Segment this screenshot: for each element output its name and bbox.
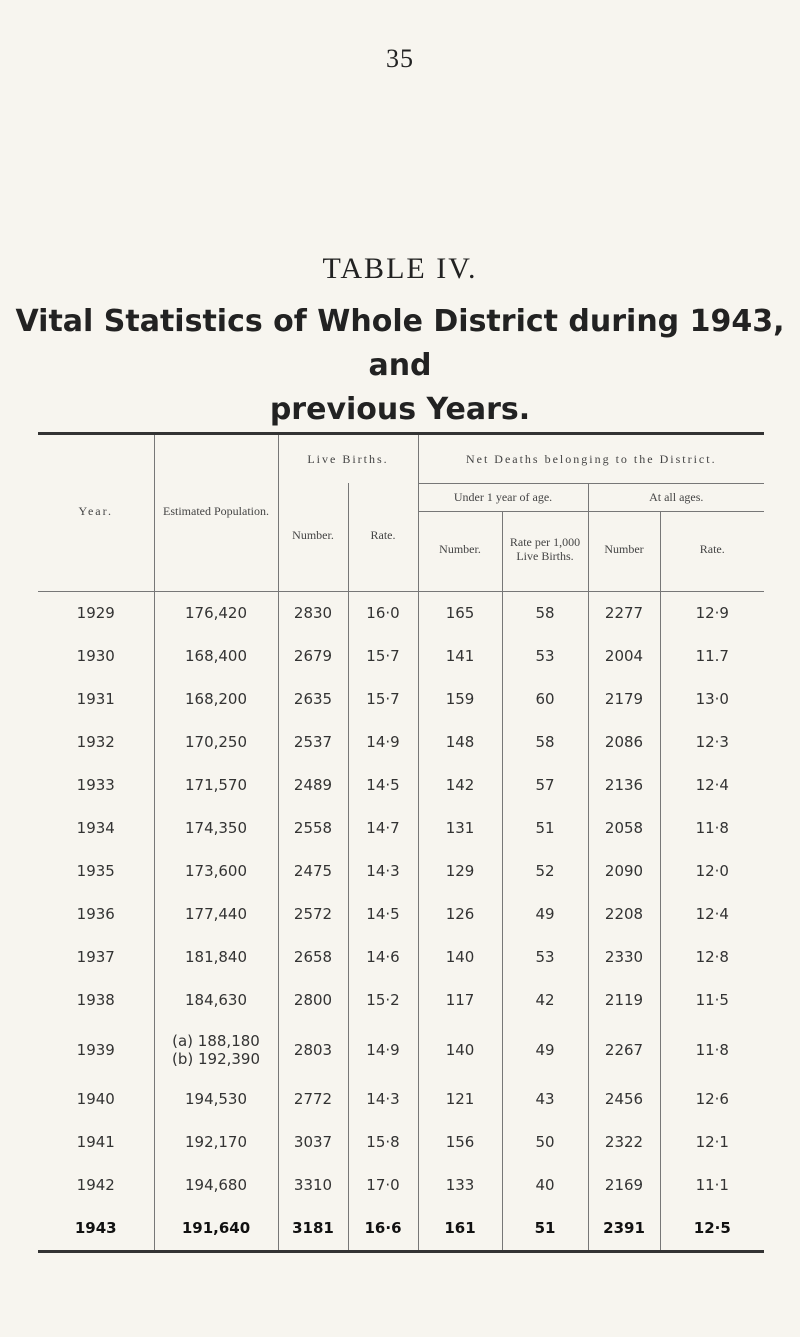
table-row: [38, 893, 764, 936]
all-deaths-number-cell: 2004: [588, 635, 660, 678]
infant-deaths-rate-cell: 58: [502, 721, 588, 764]
document-title: [0, 300, 800, 432]
births-rate-cell: 15·2: [348, 979, 418, 1022]
year-cell: 1935: [76, 862, 115, 880]
all-deaths-rate-cell: 12·4: [660, 893, 764, 936]
infant-deaths-rate-cell: 53: [502, 635, 588, 678]
population-cell: 176,420: [154, 591, 278, 635]
births-rate-cell: 14·9: [348, 1022, 418, 1078]
header-under-one-number: Number.: [418, 511, 502, 587]
header-live-births: Live Births.: [278, 435, 418, 483]
infant-deaths-rate-cell: 42: [502, 979, 588, 1022]
year-cell: 1939: [76, 1040, 115, 1059]
births-number-cell: 3310: [278, 1164, 348, 1207]
year-cell: 1934: [76, 819, 115, 837]
births-rate-cell: 15·8: [348, 1121, 418, 1164]
table-row: [38, 1078, 764, 1121]
births-rate-cell: 14·3: [348, 850, 418, 893]
infant-deaths-number-cell: 148: [418, 721, 502, 764]
all-deaths-rate-cell: 11·8: [660, 1022, 764, 1078]
header-all-ages-number: Number: [588, 511, 660, 587]
population-cell: 170,250: [154, 721, 278, 764]
all-deaths-rate-cell: 12·6: [660, 1078, 764, 1121]
infant-deaths-number-cell: 117: [418, 979, 502, 1022]
births-rate-cell: 14·9: [348, 721, 418, 764]
births-rate-cell: 16·6: [348, 1207, 418, 1250]
year-cell: 1931: [76, 690, 115, 708]
year-cell: 1941: [76, 1133, 115, 1151]
infant-deaths-number-cell: 131: [418, 807, 502, 850]
table-title: TABLE IV.: [322, 252, 478, 285]
births-number-cell: 3181: [278, 1207, 348, 1250]
all-deaths-rate-cell: 13·0: [660, 678, 764, 721]
all-deaths-number-cell: 2090: [588, 850, 660, 893]
header-all-ages-rate: Rate.: [660, 511, 764, 587]
infant-deaths-number-cell: 156: [418, 1121, 502, 1164]
infant-deaths-rate-cell: 50: [502, 1121, 588, 1164]
title-line-2: previous Years.: [269, 392, 531, 427]
population-cell: 194,530: [154, 1078, 278, 1121]
year-cell: 1940: [76, 1090, 115, 1108]
infant-deaths-rate-cell: 51: [502, 1207, 588, 1250]
year-cell: 1942: [76, 1176, 115, 1194]
births-number-cell: 2800: [278, 979, 348, 1022]
births-rate-cell: 14·7: [348, 807, 418, 850]
year-cell: 1936: [76, 905, 115, 923]
year-cell: 1933: [76, 776, 115, 794]
births-rate-cell: 14·5: [348, 893, 418, 936]
population-cell: 168,400: [154, 635, 278, 678]
population-line: (a) 188,180: [172, 1031, 260, 1050]
population-cell: 192,170: [154, 1121, 278, 1164]
year-cell: 1938: [76, 991, 115, 1009]
births-rate-cell: 17·0: [348, 1164, 418, 1207]
all-deaths-number-cell: 2208: [588, 893, 660, 936]
population-cell: 191,640: [154, 1207, 278, 1250]
table-row: [38, 635, 764, 678]
all-deaths-number-cell: 2277: [588, 591, 660, 635]
births-number-cell: 2572: [278, 893, 348, 936]
infant-deaths-number-cell: 133: [418, 1164, 502, 1207]
births-number-cell: 2658: [278, 936, 348, 979]
header-population: Estimated Population.: [154, 435, 278, 587]
all-deaths-number-cell: 2136: [588, 764, 660, 807]
all-deaths-number-cell: 2086: [588, 721, 660, 764]
births-rate-cell: 16·0: [348, 591, 418, 635]
infant-deaths-number-cell: 121: [418, 1078, 502, 1121]
infant-deaths-rate-cell: 51: [502, 807, 588, 850]
header-all-ages: At all ages.: [588, 483, 764, 511]
infant-deaths-rate-cell: 57: [502, 764, 588, 807]
infant-deaths-number-cell: 165: [418, 591, 502, 635]
births-number-cell: 2679: [278, 635, 348, 678]
year-cell: 1937: [76, 948, 115, 966]
births-rate-cell: 14·6: [348, 936, 418, 979]
infant-deaths-rate-cell: 60: [502, 678, 588, 721]
all-deaths-rate-cell: 11·8: [660, 807, 764, 850]
table-row: [38, 807, 764, 850]
infant-deaths-number-cell: 159: [418, 678, 502, 721]
infant-deaths-rate-cell: 43: [502, 1078, 588, 1121]
all-deaths-rate-cell: 12·8: [660, 936, 764, 979]
table-row: [38, 1207, 764, 1250]
all-deaths-number-cell: 2391: [588, 1207, 660, 1250]
all-deaths-rate-cell: 12·5: [660, 1207, 764, 1250]
all-deaths-rate-cell: 12·3: [660, 721, 764, 764]
population-cell: 174,350: [154, 807, 278, 850]
infant-deaths-number-cell: 126: [418, 893, 502, 936]
infant-deaths-number-cell: 140: [418, 936, 502, 979]
births-number-cell: 2830: [278, 591, 348, 635]
table-row: [38, 678, 764, 721]
table-row: [38, 936, 764, 979]
infant-deaths-rate-cell: 52: [502, 850, 588, 893]
births-number-cell: 2475: [278, 850, 348, 893]
table-row: [38, 850, 764, 893]
table-row: [38, 591, 764, 635]
all-deaths-number-cell: 2119: [588, 979, 660, 1022]
population-cell: 184,630: [154, 979, 278, 1022]
births-rate-cell: 15·7: [348, 678, 418, 721]
all-deaths-rate-cell: 11·1: [660, 1164, 764, 1207]
all-deaths-rate-cell: 12·0: [660, 850, 764, 893]
table-row: [38, 1022, 764, 1078]
population-cell: [154, 1022, 278, 1078]
births-number-cell: 2803: [278, 1022, 348, 1078]
all-deaths-number-cell: 2058: [588, 807, 660, 850]
all-deaths-rate-cell: 12·4: [660, 764, 764, 807]
header-year: Year.: [78, 504, 113, 518]
births-number-cell: 2635: [278, 678, 348, 721]
infant-deaths-number-cell: 141: [418, 635, 502, 678]
all-deaths-number-cell: 2322: [588, 1121, 660, 1164]
vital-statistics-table: [38, 432, 764, 1253]
births-rate-cell: 14·3: [348, 1078, 418, 1121]
population-cell: 171,570: [154, 764, 278, 807]
births-rate-cell: 14·5: [348, 764, 418, 807]
all-deaths-rate-cell: 12·9: [660, 591, 764, 635]
births-number-cell: 3037: [278, 1121, 348, 1164]
births-number-cell: 2537: [278, 721, 348, 764]
page-number: 35: [386, 44, 414, 73]
year-cell: 1932: [76, 733, 115, 751]
table-row: [38, 721, 764, 764]
header-net-deaths: Net Deaths belonging to the District.: [418, 435, 764, 483]
table-row: [38, 1121, 764, 1164]
header-births-rate: Rate.: [348, 483, 418, 587]
all-deaths-number-cell: 2179: [588, 678, 660, 721]
table-row: [38, 979, 764, 1022]
population-cell: 194,680: [154, 1164, 278, 1207]
all-deaths-rate-cell: 11·5: [660, 979, 764, 1022]
title-line-1: Vital Statistics of Whole District during 1943, and: [15, 304, 785, 383]
year-cell: 1930: [76, 647, 115, 665]
infant-deaths-rate-cell: 53: [502, 936, 588, 979]
all-deaths-number-cell: 2456: [588, 1078, 660, 1121]
population-cell: 168,200: [154, 678, 278, 721]
infant-deaths-number-cell: 161: [418, 1207, 502, 1250]
header-under-one-rate: Rate per 1,000 Live Births.: [502, 511, 588, 587]
infant-deaths-rate-cell: 58: [502, 591, 588, 635]
table-row: [38, 764, 764, 807]
population-cell: 177,440: [154, 893, 278, 936]
all-deaths-number-cell: 2330: [588, 936, 660, 979]
births-number-cell: 2772: [278, 1078, 348, 1121]
population-line: (b) 192,390: [171, 1049, 261, 1068]
infant-deaths-rate-cell: 49: [502, 893, 588, 936]
births-number-cell: 2489: [278, 764, 348, 807]
population-cell: 173,600: [154, 850, 278, 893]
all-deaths-number-cell: 2169: [588, 1164, 660, 1207]
infant-deaths-rate-cell: 40: [502, 1164, 588, 1207]
infant-deaths-number-cell: 140: [418, 1022, 502, 1078]
all-deaths-rate-cell: 12·1: [660, 1121, 764, 1164]
year-cell: 1929: [76, 604, 115, 622]
births-number-cell: 2558: [278, 807, 348, 850]
births-rate-cell: 15·7: [348, 635, 418, 678]
all-deaths-number-cell: 2267: [588, 1022, 660, 1078]
infant-deaths-number-cell: 129: [418, 850, 502, 893]
infant-deaths-rate-cell: 49: [502, 1022, 588, 1078]
all-deaths-rate-cell: 11.7: [660, 635, 764, 678]
header-under-one: Under 1 year of age.: [418, 483, 588, 511]
infant-deaths-number-cell: 142: [418, 764, 502, 807]
table-row: [38, 1164, 764, 1207]
header-births-number: Number.: [278, 483, 348, 587]
year-cell: 1943: [74, 1219, 117, 1237]
population-cell: 181,840: [154, 936, 278, 979]
